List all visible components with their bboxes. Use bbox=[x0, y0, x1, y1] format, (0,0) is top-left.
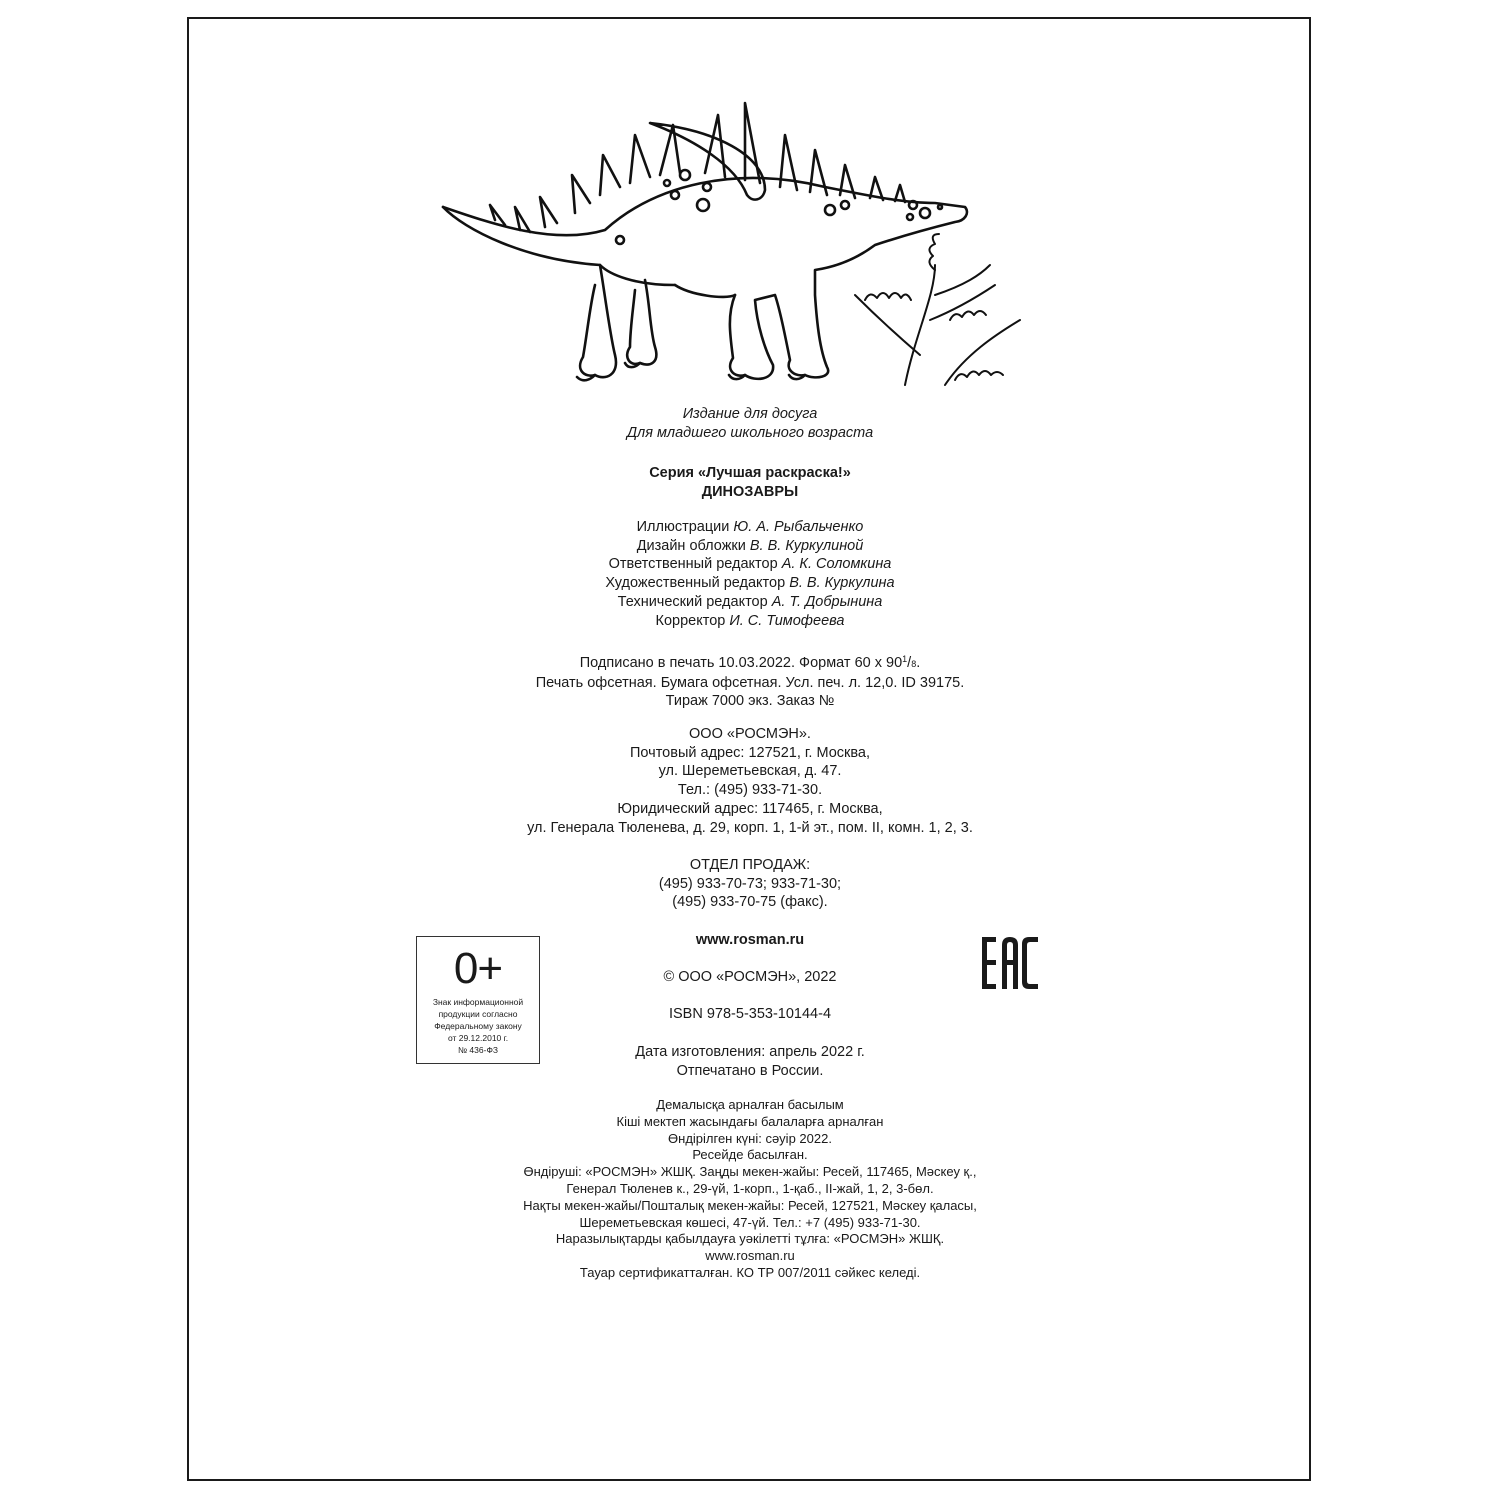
leisure-edition-text: Издание для досуга bbox=[682, 406, 818, 422]
kazakh-line: Тауар сертификатталған. КО ТР 007/2011 сәйкес келеді. bbox=[579, 1264, 921, 1280]
production-block bbox=[0, 1043, 1500, 1080]
publisher-line: ООО «РОСМЭН». bbox=[689, 726, 811, 742]
age-rating-note: Знак информационной продукции согласно Федеральному закону от 29.12.2010 г. № 436-ФЗ bbox=[432, 997, 524, 1055]
website-link[interactable]: www.rosman.ru bbox=[695, 932, 805, 948]
credit-line: Технический редактор А. Т. Добрынина bbox=[617, 593, 883, 610]
edition-header bbox=[0, 405, 1500, 442]
book-title-block bbox=[0, 464, 1500, 501]
dinosaur-illustration bbox=[435, 95, 1025, 390]
production-date: Дата изготовления: апрель 2022 г. bbox=[635, 1044, 865, 1060]
printed-in: Отпечатано в России. bbox=[676, 1062, 824, 1079]
publisher-block bbox=[0, 725, 1500, 837]
publisher-line: Тел.: (495) 933-71-30. bbox=[677, 782, 823, 799]
eac-mark-icon bbox=[980, 935, 1040, 991]
kazakh-line: Шереметьевская көшесі, 47-үй. Тел.: +7 (495) 933-71-30. bbox=[579, 1214, 921, 1230]
website-block bbox=[0, 931, 1500, 950]
kazakh-line: Өндіруші: «РОСМЭН» ЖШҚ. Заңды мекен-жайы: Ресей, 117465, Мәскеу қ., bbox=[523, 1164, 977, 1180]
credits-block bbox=[0, 518, 1500, 630]
sales-phone: (495) 933-70-73; 933-71-30; bbox=[658, 875, 842, 892]
print-line-3: Тираж 7000 экз. Заказ № bbox=[665, 693, 835, 710]
credit-line: Ответственный редактор А. К. Соломкина bbox=[608, 556, 892, 573]
publisher-line: Юридический адрес: 117465, г. Москва, bbox=[617, 800, 883, 817]
kazakh-line: Наразылықтарды қабылдауға уәкілетті тұлға: «РОСМЭН» ЖШҚ. bbox=[555, 1231, 945, 1247]
kazakh-line: Ресейде басылған. bbox=[692, 1147, 808, 1163]
age-rating-badge bbox=[416, 936, 540, 1064]
print-line-1: Подписано в печать 10.03.2022. Формат 60 х $90^1/8$. bbox=[579, 654, 921, 671]
kazakh-line: Өндірілген күні: сәуір 2022. bbox=[668, 1130, 832, 1146]
credit-line: Художественный редактор В. В. Куркулина bbox=[605, 575, 895, 592]
book-title: ДИНОЗАВРЫ bbox=[701, 483, 799, 500]
publisher-line: ул. Генерала Тюленева, д. 29, корп. 1, 1-й эт., пом. II, комн. 1, 2, 3. bbox=[527, 819, 973, 836]
copyright-block bbox=[0, 968, 1500, 987]
sales-heading: ОТДЕЛ ПРОДАЖ: bbox=[689, 857, 811, 873]
kazakh-line: Демалысқа арналған басылым bbox=[656, 1097, 844, 1112]
kazakh-block bbox=[0, 1097, 1500, 1282]
credit-line: Дизайн обложки В. В. Куркулиной bbox=[636, 537, 864, 554]
credit-line: Иллюстрации Ю. А. Рыбальченко bbox=[636, 519, 864, 535]
kazakh-line: Генерал Тюленев к., 29-үй, 1-корп., 1-қаб., II-жай, 1, 2, 3-бөл. bbox=[566, 1180, 934, 1196]
kazakh-line: www.rosman.ru bbox=[705, 1248, 795, 1264]
isbn-text: ISBN 978-5-353-10144-4 bbox=[668, 1006, 832, 1022]
publisher-line: Почтовый адрес: 127521, г. Москва, bbox=[629, 744, 871, 761]
series-name: Серия «Лучшая раскраска!» bbox=[649, 465, 851, 481]
copyright-text: © ООО «РОСМЭН», 2022 bbox=[663, 969, 837, 985]
sales-fax: (495) 933-70-75 (факс). bbox=[672, 894, 828, 911]
kazakh-line: Кіші мектеп жасындағы балаларға арналған bbox=[616, 1113, 884, 1129]
sales-block bbox=[0, 856, 1500, 912]
credit-line: Корректор И. С. Тимофеева bbox=[655, 612, 845, 629]
print-details bbox=[0, 650, 1500, 711]
isbn-block bbox=[0, 1005, 1500, 1024]
publisher-line: ул. Шереметьевская, д. 47. bbox=[658, 763, 842, 780]
age-group-text: Для младшего школьного возраста bbox=[626, 424, 874, 441]
print-line-2: Печать офсетная. Бумага офсетная. Усл. печ. л. 12,0. ID 39175. bbox=[535, 674, 965, 691]
age-rating-mark: 0+ bbox=[453, 944, 503, 993]
kazakh-line: Нақты мекен-жайы/Пошталық мекен-жайы: Ресей, 127521, Мәскеу қаласы, bbox=[523, 1197, 977, 1213]
